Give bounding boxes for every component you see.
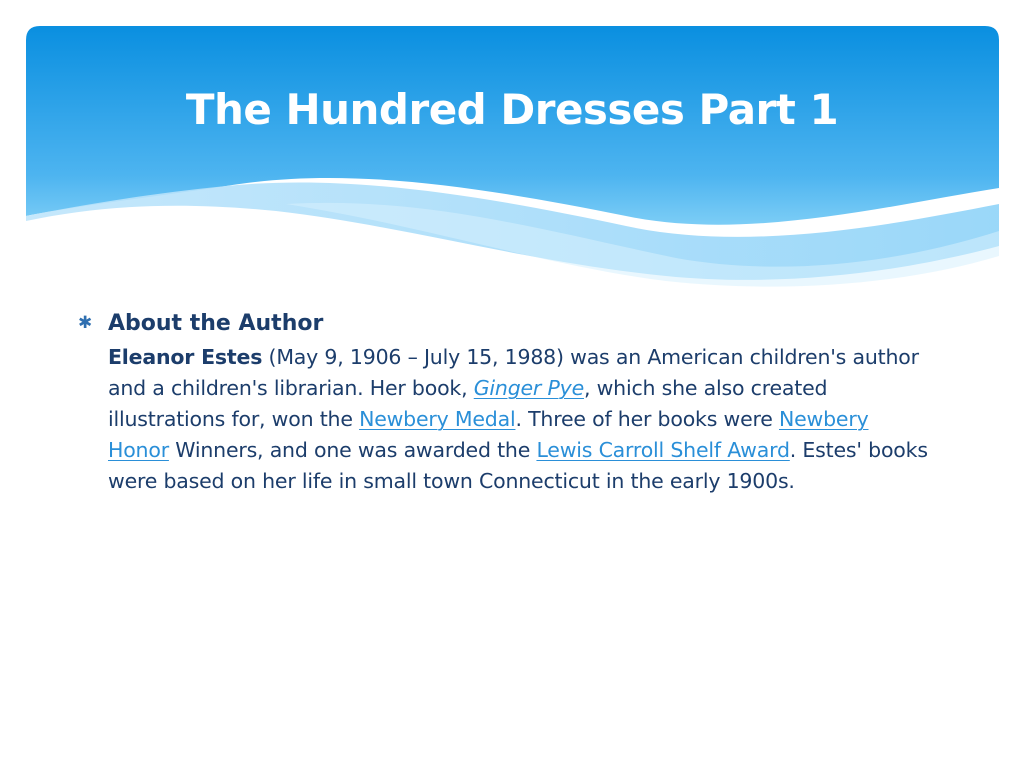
paragraph-text-2: , which she also created illustrations for, won the — [108, 376, 828, 431]
bullet-heading: About the Author — [108, 310, 324, 336]
bullet-item — [76, 306, 928, 340]
paragraph-text-1: (May 9, 1906 – July 15, 1988) was an American children's author and a children's librarian. Her book, — [108, 345, 919, 400]
lewis-carroll-shelf-award-link[interactable]: Lewis Carroll Shelf Award — [536, 438, 790, 462]
paragraph-text-5: . Estes' books were based on her life in small town Connecticut in the early 1900s. — [108, 438, 928, 493]
paragraph-text-4: Winners, and one was awarded the — [168, 438, 537, 462]
paragraph-text-3: . Three of her books were — [515, 407, 779, 431]
asterisk-bullet-icon: ✱ — [78, 313, 93, 333]
content-area — [78, 306, 928, 497]
author-name: Eleanor Estes — [108, 345, 263, 369]
ginger-pye-link[interactable]: Ginger Pye — [473, 376, 584, 400]
header-wave-background — [26, 26, 999, 290]
newbery-honor-link[interactable]: Newbery Honor — [108, 407, 869, 462]
header-banner — [26, 26, 999, 290]
slide-title: The Hundred Dresses Part 1 — [185, 85, 839, 134]
author-paragraph — [108, 342, 928, 497]
newbery-medal-link[interactable]: Newbery Medal — [359, 407, 516, 431]
